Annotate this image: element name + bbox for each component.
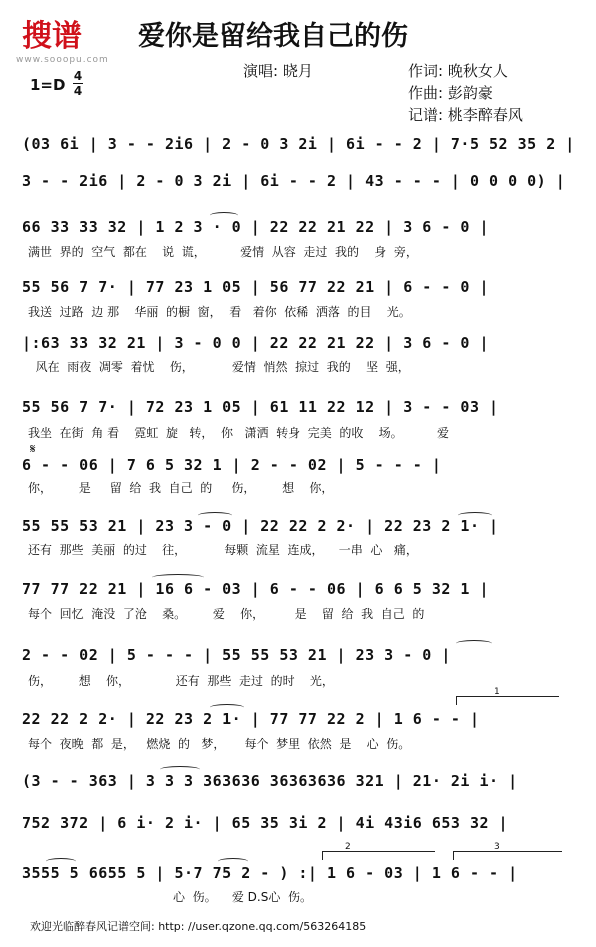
lyric-line-11: 每个 夜晚 都 是， 燃烧 的 梦， 每个 梦里 依然 是 心 伤。	[28, 737, 411, 751]
slur	[458, 512, 492, 519]
singer: 演唱: 晓月	[243, 62, 313, 80]
score-line-8: 55 55 53 21 | 23 3 - 0 | 22 22 2 2· | 22 23 2 1· |	[22, 517, 499, 535]
logo-url: www.sooopu.com	[16, 55, 109, 65]
key-signature: 1=D	[30, 76, 66, 94]
footer-credit: 欢迎光临醉春风记谱空间: http: //user.qzone.qq.com/563264185	[30, 920, 367, 933]
score-line-4: 55 56 7 7· | 77 23 1 05 | 56 77 22 21 | 6 - - 0 |	[22, 278, 490, 296]
score-line-1: (03 6i | 3 - - 2i6 | 2 - 0 3 2i | 6i - - 2 | 7·5 52 35 2 |	[22, 135, 575, 153]
volta-number-3: 3	[494, 842, 500, 852]
meter-top: 4	[73, 69, 83, 83]
slur	[210, 704, 244, 711]
lyric-line-8: 还有 那些 美丽 的过 往， 每颗 流星 连成， 一串 心 痛，	[28, 543, 418, 557]
slur	[46, 858, 76, 865]
score-line-5: |:63 33 32 21 | 3 - 0 0 | 22 22 21 22 | 3 6 - 0 |	[22, 334, 490, 352]
composer: 作曲: 彭韵豪	[408, 84, 493, 102]
song-title: 爱你是留给我自己的伤	[138, 21, 408, 52]
segno-icon: 𝄋	[30, 442, 36, 457]
score-line-9: 77 77 22 21 | 16 6 - 03 | 6 - - 06 | 6 6 5 32 1 |	[22, 580, 490, 598]
lyric-line-6: 我坐 在街 角 看 霓虹 旋 转， 你 潇洒 转身 完美 的收 场。 爱	[28, 426, 449, 440]
volta-bracket-2	[322, 851, 435, 860]
lyric-line-4: 我送 过路 边 那 华丽 的橱 窗， 看 着你 依稀 洒落 的目 光。	[28, 305, 411, 319]
slur	[218, 858, 248, 865]
logo-text: 搜谱	[22, 19, 82, 54]
lyricist: 作词: 晚秋女人	[408, 62, 508, 80]
lyric-line-5: 风在 雨夜 凋零 着忧 伤， 爱情 悄然 掠过 我的 坚 强，	[28, 360, 410, 374]
lyric-line-3: 满世 界的 空气 都在 说 谎， 爱情 从容 走过 我的 身 旁，	[28, 245, 418, 259]
meter-bottom: 4	[73, 84, 83, 98]
slur	[198, 512, 232, 519]
slur	[210, 212, 238, 219]
volta-number-1: 1	[494, 687, 500, 697]
volta-bracket-1	[456, 696, 559, 705]
score-line-10: 2 - - 02 | 5 - - - | 55 55 53 21 | 23 3 - 0 |	[22, 646, 451, 664]
volta-number-2: 2	[345, 842, 351, 852]
score-line-3: 66 33 33 32 | 1 2 3 · 0 | 22 22 21 22 | 3 6 - 0 |	[22, 218, 490, 236]
transcriber: 记谱: 桃李醉春风	[408, 106, 523, 124]
lyric-line-7: 你， 是 留 给 我 自己 的 伤， 想 你，	[28, 481, 334, 495]
site-logo[interactable]	[22, 18, 127, 56]
slur	[152, 574, 204, 581]
lyric-line-10: 伤， 想 你， 还有 那些 走过 的时 光，	[28, 674, 334, 688]
lyric-line-14: 心 伤。 爱 D.S心 伤。	[28, 890, 312, 904]
slur	[160, 766, 200, 773]
score-line-14: 3555 5 6655 5 | 5·7 75 2 - ) :| 1 6 - 03 | 1 6 - - |	[22, 864, 518, 882]
slur	[456, 640, 492, 647]
time-signature	[73, 70, 83, 97]
score-line-13: 752 372 | 6 i· 2 i· | 65 35 3i 2 | 4i 43i6 653 32 |	[22, 814, 509, 832]
score-line-2: 3 - - 2i6 | 2 - 0 3 2i | 6i - - 2 | 43 - - - | 0 0 0 0) |	[22, 172, 566, 190]
volta-bracket-3	[453, 851, 562, 860]
score-line-12: (3 - - 363 | 3 3 3 363636 36363636 321 | 21· 2i i· |	[22, 772, 518, 790]
score-line-11: 22 22 2 2· | 22 23 2 1· | 77 77 22 2 | 1 6 - - |	[22, 710, 480, 728]
lyric-line-9: 每个 回忆 淹没 了沧 桑。 爱 你， 是 留 给 我 自己 的	[28, 607, 425, 621]
score-line-7: 6 - - 06 | 7 6 5 32 1 | 2 - - 02 | 5 - - - |	[22, 456, 442, 474]
score-line-6: 55 56 7 7· | 72 23 1 05 | 61 11 22 12 | 3 - - 03 |	[22, 398, 499, 416]
